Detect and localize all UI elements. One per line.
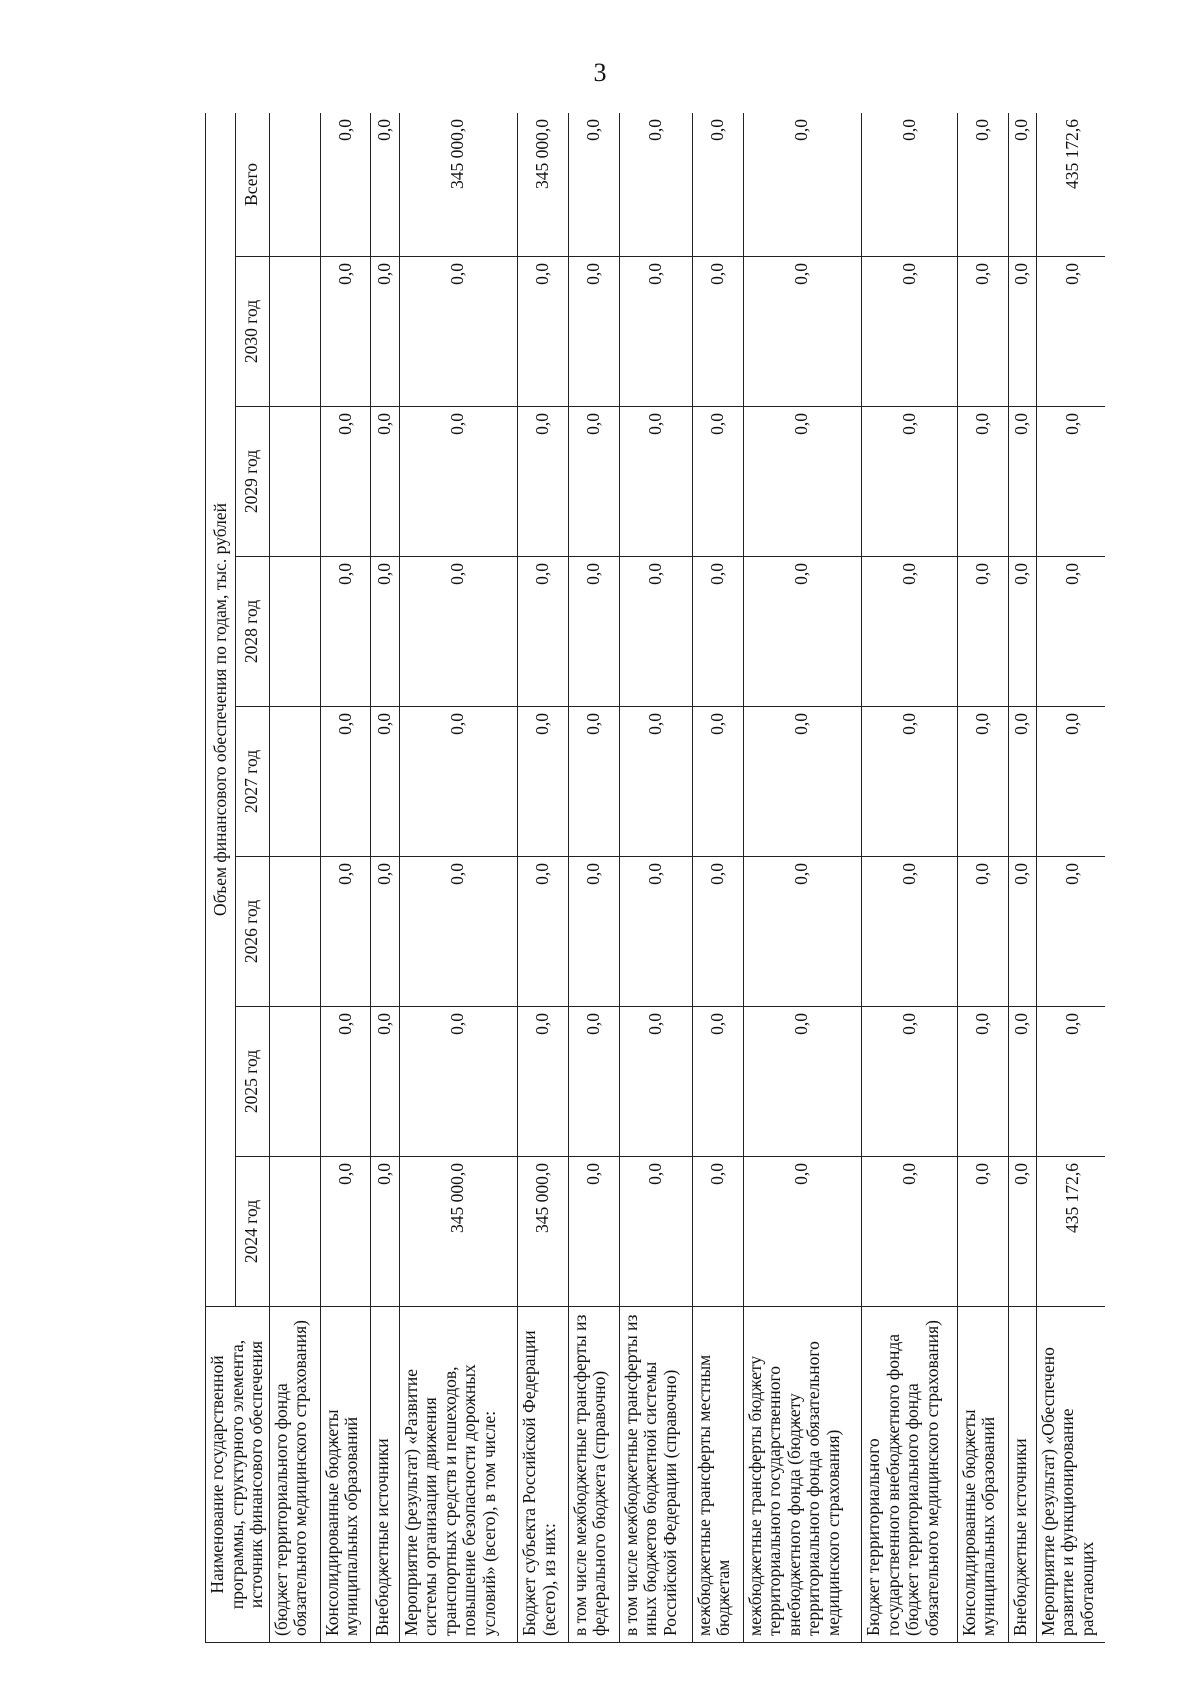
header-total: Всего — [235, 113, 269, 257]
row-total: 435 172,6 — [1036, 113, 1105, 257]
row-value: 0,0 — [692, 1007, 743, 1157]
row-value: 0,0 — [568, 707, 619, 857]
row-value: 0,0 — [743, 857, 861, 1007]
header-year: 2025 год — [235, 1007, 269, 1157]
header-year: 2030 год — [235, 257, 269, 407]
row-total: 0,0 — [1008, 113, 1036, 257]
row-value: 0,0 — [692, 257, 743, 407]
row-value: 0,0 — [371, 407, 399, 557]
row-value: 0,0 — [399, 407, 517, 557]
row-total: 0,0 — [692, 113, 743, 257]
header-year: 2028 год — [235, 557, 269, 707]
table-row — [320, 113, 371, 1643]
row-value: 345 000,0 — [517, 1157, 568, 1307]
table-row — [517, 113, 568, 1643]
row-value — [269, 857, 320, 1007]
row-value: 0,0 — [1008, 407, 1036, 557]
row-value: 0,0 — [320, 707, 371, 857]
header-year: 2026 год — [235, 857, 269, 1007]
header-volume: Объем финансового обеспечения по годам, тыс. рублей — [206, 113, 236, 1307]
row-value: 0,0 — [1036, 407, 1105, 557]
table-container — [205, 113, 1105, 1643]
row-value — [269, 1007, 320, 1157]
row-value: 0,0 — [1008, 857, 1036, 1007]
row-value: 0,0 — [371, 707, 399, 857]
table-row — [957, 113, 1008, 1643]
row-total — [269, 113, 320, 257]
row-value: 0,0 — [320, 1007, 371, 1157]
row-value: 0,0 — [568, 257, 619, 407]
row-value: 0,0 — [957, 707, 1008, 857]
row-value: 0,0 — [320, 407, 371, 557]
row-value: 0,0 — [743, 1007, 861, 1157]
header-year: 2024 год — [235, 1157, 269, 1307]
row-value: 0,0 — [692, 1157, 743, 1307]
row-value: 0,0 — [517, 557, 568, 707]
row-value: 0,0 — [399, 257, 517, 407]
row-total: 0,0 — [743, 113, 861, 257]
row-value: 0,0 — [743, 257, 861, 407]
row-value: 0,0 — [371, 257, 399, 407]
row-value: 0,0 — [1008, 1157, 1036, 1307]
header-year: 2029 год — [235, 407, 269, 557]
row-value: 0,0 — [371, 1157, 399, 1307]
row-value: 0,0 — [568, 1157, 619, 1307]
row-value: 435 172,6 — [1036, 1157, 1105, 1307]
row-value: 0,0 — [517, 257, 568, 407]
row-value: 0,0 — [568, 1007, 619, 1157]
row-value: 0,0 — [1036, 857, 1105, 1007]
row-value: 0,0 — [1036, 1007, 1105, 1157]
table-row — [861, 113, 957, 1643]
row-value: 0,0 — [320, 557, 371, 707]
table-row — [269, 113, 320, 1643]
row-value — [269, 257, 320, 407]
row-value: 0,0 — [371, 557, 399, 707]
row-value: 0,0 — [1036, 257, 1105, 407]
financing-table — [205, 113, 1105, 1643]
row-name: в том числе межбюджетные трансферты из федерального бюджета (справочно) — [568, 1307, 619, 1643]
row-value: 0,0 — [568, 407, 619, 557]
row-value: 0,0 — [399, 1007, 517, 1157]
row-name: межбюджетные трансферты бюджету территориального государственного внебюджетного фонда (бюджету территориального фонда обязательного медицинского страхования) — [743, 1307, 861, 1643]
row-value: 0,0 — [692, 857, 743, 1007]
row-value: 0,0 — [861, 257, 957, 407]
row-total: 345 000,0 — [399, 113, 517, 257]
row-name: Консолидированные бюджеты муниципальных образований — [320, 1307, 371, 1643]
row-value: 0,0 — [320, 257, 371, 407]
row-value: 0,0 — [568, 857, 619, 1007]
row-value: 0,0 — [1008, 707, 1036, 857]
row-value: 0,0 — [692, 557, 743, 707]
row-total: 0,0 — [861, 113, 957, 257]
row-value: 345 000,0 — [399, 1157, 517, 1307]
row-value: 0,0 — [861, 1007, 957, 1157]
row-value: 0,0 — [619, 407, 692, 557]
row-value: 0,0 — [957, 257, 1008, 407]
row-name: Внебюджетные источники — [1008, 1307, 1036, 1643]
row-value: 0,0 — [619, 557, 692, 707]
table-row — [743, 113, 861, 1643]
row-value: 0,0 — [399, 857, 517, 1007]
row-total: 0,0 — [371, 113, 399, 257]
row-total: 0,0 — [957, 113, 1008, 257]
header-year: 2027 год — [235, 707, 269, 857]
row-value: 0,0 — [619, 707, 692, 857]
row-name: (бюджет территориального фонда обязательного медицинского страхования) — [269, 1307, 320, 1643]
table-row — [692, 113, 743, 1643]
row-value: 0,0 — [957, 557, 1008, 707]
row-name: Внебюджетные источники — [371, 1307, 399, 1643]
row-total: 345 000,0 — [517, 113, 568, 257]
page-number: 3 — [593, 58, 607, 87]
row-name: межбюджетные трансферты местным бюджетам — [692, 1307, 743, 1643]
row-name: Мероприятие (результат) «Развитие системы организации движения транспортных средств и пешеходов, повышение безопасности дорожных условий» (всего), в том числе: — [399, 1307, 517, 1643]
row-total: 0,0 — [320, 113, 371, 257]
row-value: 0,0 — [861, 557, 957, 707]
row-value — [269, 707, 320, 857]
row-value: 0,0 — [861, 857, 957, 1007]
row-value: 0,0 — [692, 707, 743, 857]
row-value: 0,0 — [957, 1157, 1008, 1307]
row-value — [269, 1157, 320, 1307]
row-value: 0,0 — [619, 857, 692, 1007]
row-value: 0,0 — [957, 407, 1008, 557]
row-value: 0,0 — [692, 407, 743, 557]
row-total: 0,0 — [619, 113, 692, 257]
table-row — [371, 113, 399, 1643]
row-value — [269, 557, 320, 707]
row-value: 0,0 — [957, 1007, 1008, 1157]
row-value: 0,0 — [1008, 1007, 1036, 1157]
row-value: 0,0 — [517, 707, 568, 857]
table-row — [619, 113, 692, 1643]
row-value: 0,0 — [517, 407, 568, 557]
row-value: 0,0 — [371, 857, 399, 1007]
table-row — [568, 113, 619, 1643]
row-value: 0,0 — [1008, 557, 1036, 707]
table-row — [1008, 113, 1036, 1643]
row-value: 0,0 — [517, 1007, 568, 1157]
row-total: 0,0 — [568, 113, 619, 257]
row-value: 0,0 — [619, 257, 692, 407]
row-value: 0,0 — [568, 557, 619, 707]
row-value: 0,0 — [619, 1007, 692, 1157]
row-value: 0,0 — [743, 1157, 861, 1307]
row-name: Бюджет территориального государственного внебюджетного фонда (бюджет территориального фонда обязательного медицинского страхования) — [861, 1307, 957, 1643]
row-value: 0,0 — [743, 407, 861, 557]
row-value: 0,0 — [371, 1007, 399, 1157]
table-row — [1036, 113, 1105, 1643]
row-value — [269, 407, 320, 557]
table-body — [269, 113, 1105, 1643]
row-value: 0,0 — [861, 407, 957, 557]
row-name: Бюджет субъекта Российской Федерации (всего), из них: — [517, 1307, 568, 1643]
row-name: в том числе межбюджетные трансферты из иных бюджетов бюджетной системы Российской Федерации (справочно) — [619, 1307, 692, 1643]
row-value: 0,0 — [399, 557, 517, 707]
row-value: 0,0 — [320, 857, 371, 1007]
row-value: 0,0 — [861, 1157, 957, 1307]
row-value: 0,0 — [1008, 257, 1036, 407]
header-name: Наименование государственной программы, структурного элемента, источник финансового обеспечения — [206, 1307, 270, 1643]
row-value: 0,0 — [957, 857, 1008, 1007]
row-value: 0,0 — [743, 557, 861, 707]
row-value: 0,0 — [861, 707, 957, 857]
row-value: 0,0 — [320, 1157, 371, 1307]
row-value: 0,0 — [399, 707, 517, 857]
row-value: 0,0 — [619, 1157, 692, 1307]
row-value: 0,0 — [1036, 557, 1105, 707]
table-row — [399, 113, 517, 1643]
row-value: 0,0 — [743, 707, 861, 857]
row-name: Мероприятие (результат) «Обеспечено развитие и функционирование работающих — [1036, 1307, 1105, 1643]
row-value: 0,0 — [1036, 707, 1105, 857]
row-name: Консолидированные бюджеты муниципальных образований — [957, 1307, 1008, 1643]
row-value: 0,0 — [517, 857, 568, 1007]
